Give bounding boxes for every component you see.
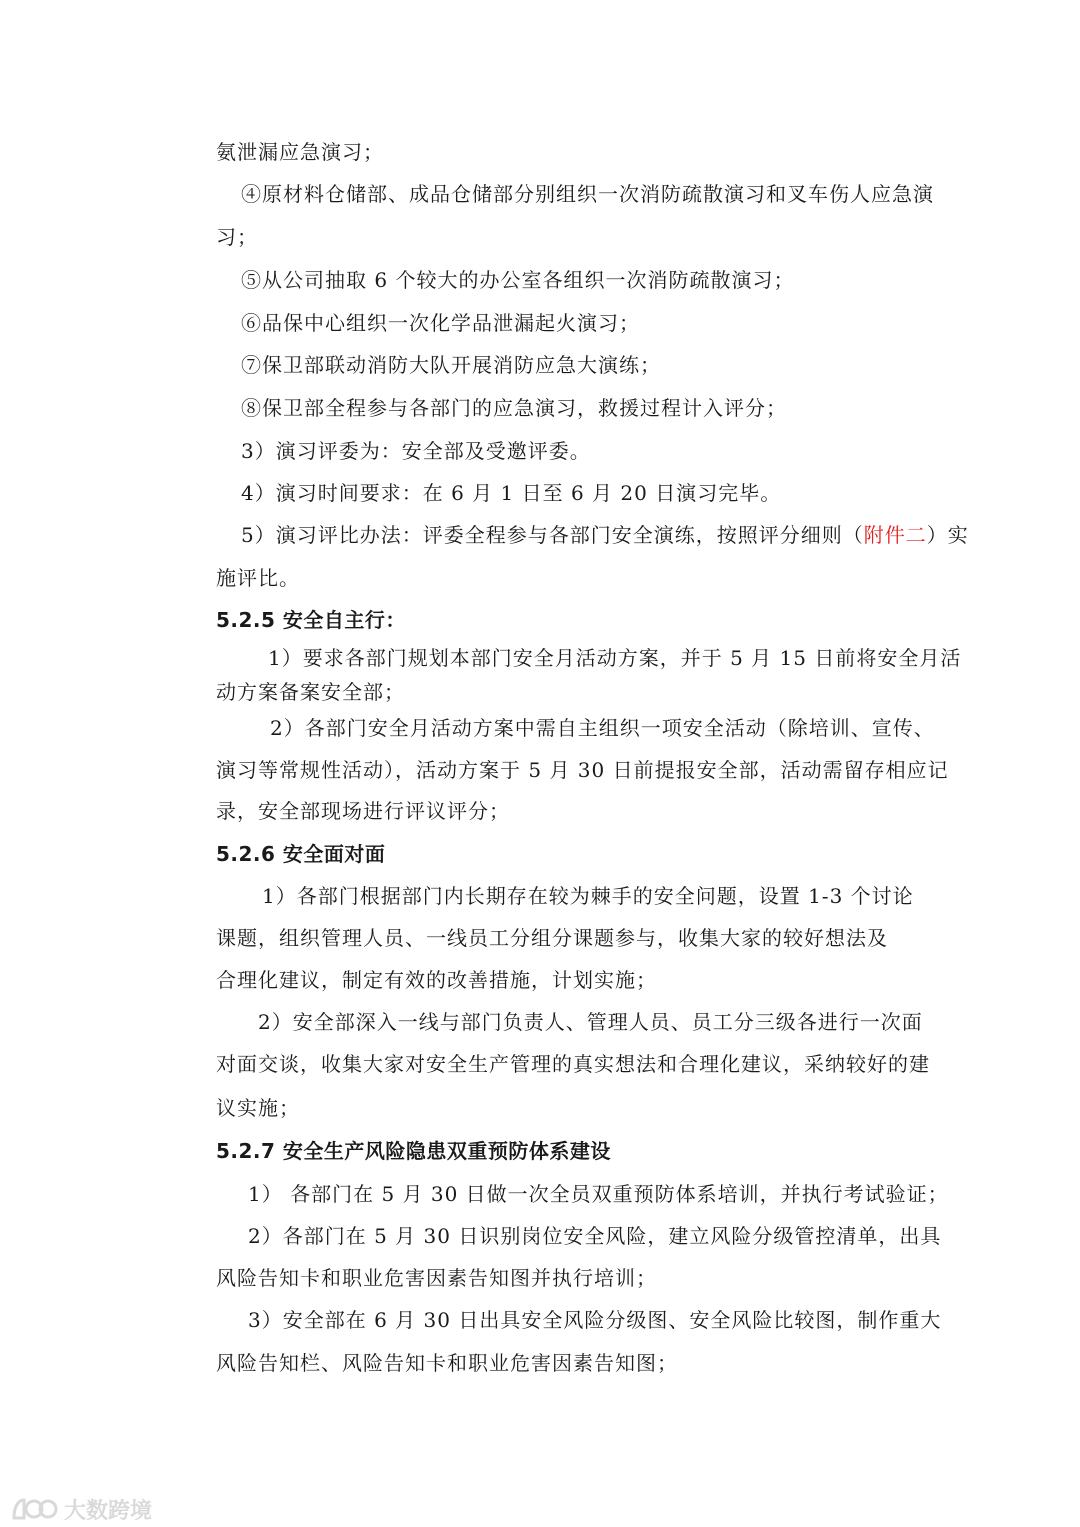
text-line: 1）各部门根据部门内长期存在较为棘手的安全问题，设置 1-3 个讨论: [262, 884, 914, 908]
text-line: 对面交谈，收集大家对安全生产管理的真实想法和合理化建议，采纳较好的建: [216, 1052, 930, 1076]
text-line: 2）各部门安全月活动方案中需自主组织一项安全活动（除培训、宣传、: [270, 716, 935, 740]
text-line: ④原材料仓储部、成品仓储部分别组织一次消防疏散演习和叉车伤人应急演: [241, 182, 934, 206]
watermark-text: 大数跨境: [64, 1498, 153, 1524]
text-line: ⑤从公司抽取 6 个较大的办公室各组织一次消防疏散演习；: [241, 268, 795, 292]
watermark-logo-icon: [10, 1494, 58, 1524]
text-line: 动方案备案安全部；: [216, 680, 405, 704]
text-line: 1） 各部门在 5 月 30 日做一次全员双重预防体系培训，并执行考试验证；: [248, 1182, 949, 1206]
text-line: 合理化建议，制定有效的改善措施，计划实施；: [216, 968, 657, 992]
text-line: 2）安全部深入一线与部门负责人、管理人员、员工分三级各进行一次面: [258, 1010, 923, 1034]
text-line: ⑦保卫部联动消防大队开展消防应急大演练；: [241, 353, 661, 377]
text-line: 演习等常规性活动），活动方案于 5 月 30 日前提报安全部，活动需留存相应记: [216, 758, 949, 782]
text-line: ⑥品保中心组织一次化学品泄漏起火演习；: [241, 311, 640, 335]
text-line: ⑧保卫部全程参与各部门的应急演习，救援过程计入评分；: [241, 396, 787, 420]
text-line: 习；: [216, 225, 258, 249]
text-line: 2）各部门在 5 月 30 日识别岗位安全风险，建立风险分级管控清单，出具: [248, 1224, 942, 1248]
text-line: 录，安全部现场进行评议评分；: [216, 799, 510, 823]
watermark: [10, 1494, 152, 1524]
text-line: 施评比。: [216, 566, 300, 590]
text-line: 氨泄漏应急演习；: [216, 140, 384, 164]
text-line: 课题，组织管理人员、一线员工分组分课题参与，收集大家的较好想法及: [216, 926, 888, 950]
text-line: 3）安全部在 6 月 30 日出具安全风险分级图、安全风险比较图，制作重大: [248, 1308, 942, 1332]
text-line: 4）演习时间要求：在 6 月 1 日至 6 月 20 日演习完毕。: [241, 481, 782, 505]
text-line: 风险告知栏、风险告知卡和职业危害因素告知图；: [216, 1351, 678, 1375]
section-heading-5-2-7: 5.2.7 安全生产风险隐患双重预防体系建设: [216, 1139, 611, 1163]
text-line: [241, 521, 969, 549]
text-line: 议实施；: [216, 1096, 300, 1120]
text-line: 3）演习评委为：安全部及受邀评委。: [241, 439, 591, 463]
text-segment: ）实: [926, 523, 969, 547]
text-segment: 5）演习评比办法：评委全程参与各部门安全演练，按照评分细则（: [241, 523, 864, 547]
text-line: 风险告知卡和职业危害因素告知图并执行培训；: [216, 1266, 657, 1290]
section-heading-5-2-5: 5.2.5 安全自主行：: [216, 608, 406, 632]
section-heading-5-2-6: 5.2.6 安全面对面: [216, 842, 386, 866]
annex-reference: 附件二: [863, 523, 927, 547]
text-line: 1）要求各部门规划本部门安全月活动方案，并于 5 月 15 日前将安全月活: [268, 646, 962, 670]
